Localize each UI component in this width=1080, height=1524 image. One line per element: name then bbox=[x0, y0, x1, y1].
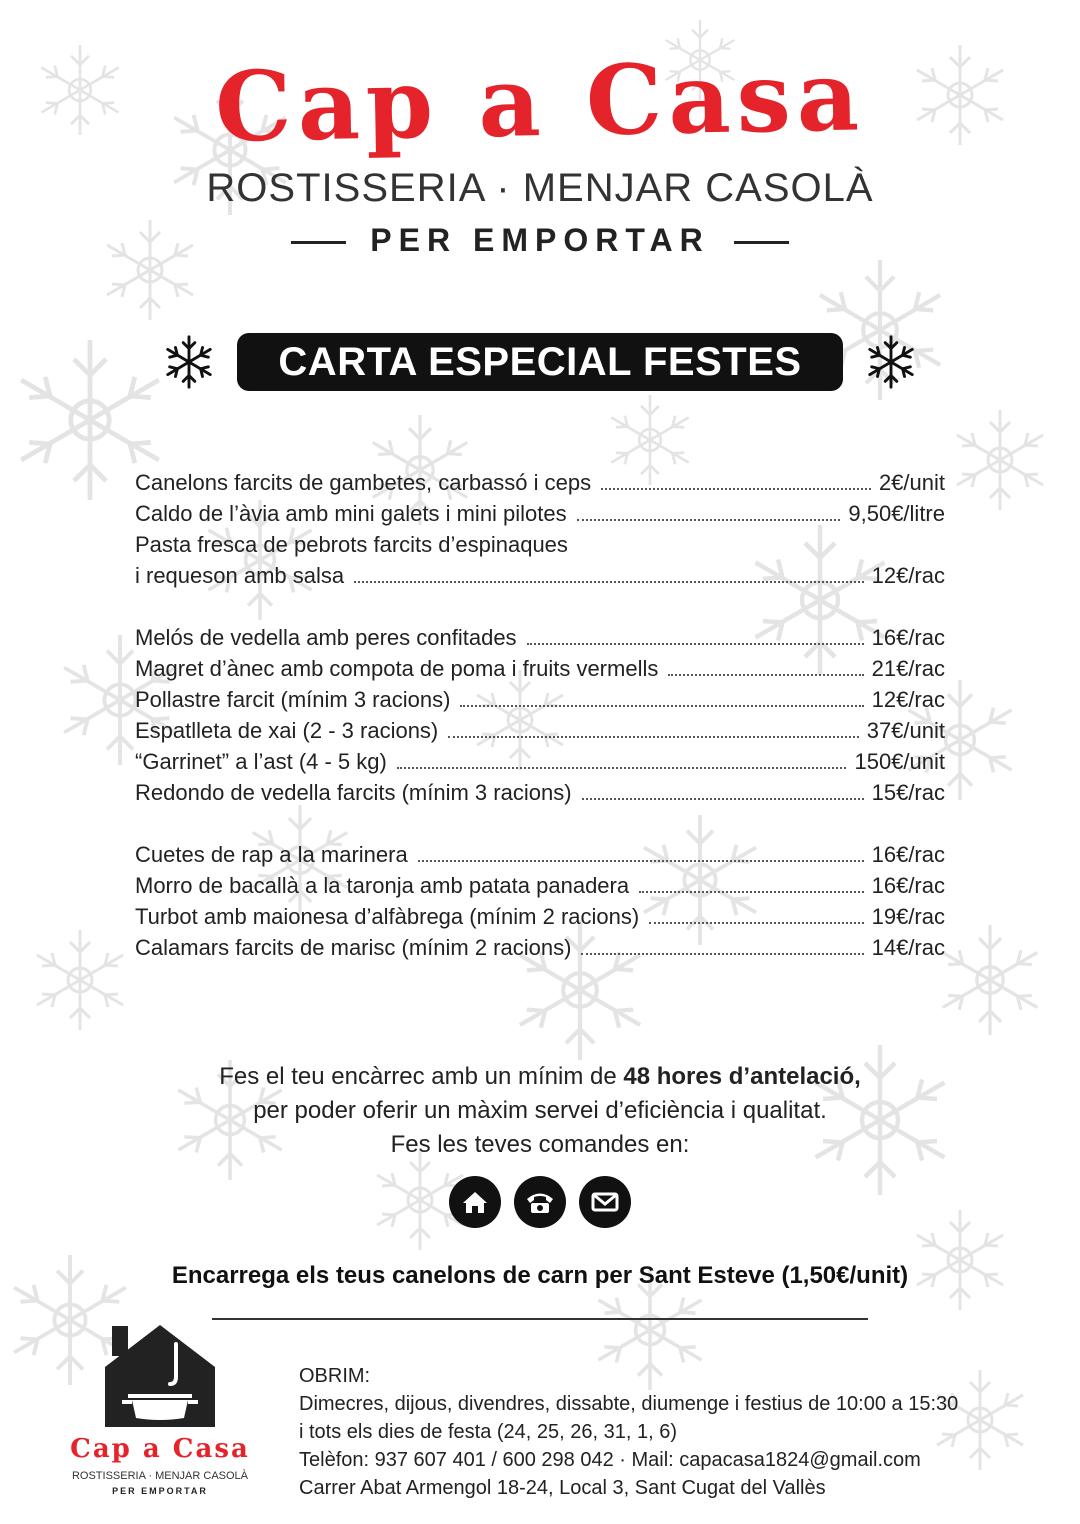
leader-dots bbox=[581, 952, 863, 955]
menu-item-price: 16€/rac bbox=[871, 625, 945, 650]
menu-item-price: 12€/rac bbox=[871, 563, 945, 588]
menu-item-name: Redondo de vedella farcits (mínim 3 racions) bbox=[135, 780, 572, 805]
menu-group bbox=[135, 625, 945, 811]
menu-item-price: 9,50€/litre bbox=[848, 501, 945, 526]
menu-item-price: 14€/rac bbox=[871, 935, 945, 960]
logo-subtitle: ROSTISSERIA · MENJAR CASOLÀ bbox=[71, 1470, 249, 1482]
menu-item bbox=[135, 501, 945, 532]
leader-dots bbox=[397, 766, 847, 769]
menu-item bbox=[135, 718, 945, 749]
brand-subtitle: ROSTISSERIA · MENJAR CASOLÀ bbox=[206, 166, 874, 210]
leader-dots bbox=[527, 642, 864, 645]
canelons-note: Encarrega els teus canelons de carn per Sant Esteve (1,50€/unit) bbox=[171, 1262, 909, 1289]
menu-item-name: Melós de vedella amb peres confitades bbox=[135, 625, 517, 650]
brand-title: Cap a Casa bbox=[214, 39, 866, 164]
leader-dots bbox=[577, 518, 841, 521]
menu-item bbox=[135, 625, 945, 656]
menu-item-price: 16€/rac bbox=[871, 842, 945, 867]
contact-icons bbox=[449, 1176, 631, 1228]
leader-dots bbox=[649, 921, 863, 924]
menu-item-name: Morro de bacallà a la taronja amb patata panadera bbox=[135, 873, 630, 898]
menu-item bbox=[135, 656, 945, 687]
leader-dots bbox=[601, 487, 871, 490]
info-label: OBRIM: bbox=[299, 1365, 371, 1387]
logo-name: Cap a Casa bbox=[70, 1434, 250, 1464]
menu-item-name: Caldo de l’àvia amb mini galets i mini pilotes bbox=[135, 501, 567, 526]
takeaway-line-left bbox=[291, 241, 346, 244]
menu-list bbox=[135, 470, 945, 997]
footer-logo bbox=[60, 1322, 260, 1502]
phone-icon[interactable] bbox=[514, 1176, 566, 1228]
snowflake-icon bbox=[862, 333, 920, 391]
leader-dots bbox=[448, 735, 858, 738]
menu-item bbox=[135, 470, 945, 501]
menu-item-name: Cuetes de rap a la marinera bbox=[135, 842, 408, 867]
menu-item-name: Pollastre farcit (mínim 3 racions) bbox=[135, 687, 451, 712]
menu-item-price: 15€/rac bbox=[871, 780, 945, 805]
menu-item-price: 16€/rac bbox=[871, 873, 945, 898]
menu-item bbox=[135, 749, 945, 780]
info-hours: Dimecres, dijous, divendres, dissabte, diumenge i festius de 10:00 a 15:30 bbox=[299, 1393, 959, 1415]
menu-item bbox=[135, 842, 945, 873]
special-menu-title: CARTA ESPECIAL FESTES bbox=[237, 333, 843, 391]
leader-dots bbox=[668, 673, 863, 676]
menu-item-name: Turbot amb maionesa d’alfàbrega (mínim 2 racions) bbox=[135, 904, 640, 929]
menu-item-price: 2€/unit bbox=[878, 470, 945, 495]
takeaway-line-right bbox=[734, 241, 789, 244]
opening-info bbox=[299, 1362, 1059, 1502]
menu-item-name: Calamars farcits de marisc (mínim 2 racions) bbox=[135, 935, 572, 960]
menu-item bbox=[135, 935, 945, 966]
leader-dots bbox=[582, 797, 864, 800]
brand-takeaway bbox=[0, 222, 1080, 259]
menu-item-price: 37€/unit bbox=[866, 718, 945, 743]
mail-icon[interactable] bbox=[579, 1176, 631, 1228]
menu-item bbox=[135, 563, 945, 594]
takeaway-label: PER EMPORTAR bbox=[370, 222, 710, 258]
menu-item-name: Pasta fresca de pebrots farcits d’espinaques bbox=[135, 532, 568, 557]
leader-dots bbox=[639, 890, 864, 893]
order-notice bbox=[0, 1060, 1080, 1162]
leader-dots bbox=[418, 859, 864, 862]
info-holidays: i tots els dies de festa (24, 25, 26, 31, 1, 6) bbox=[299, 1421, 677, 1443]
menu-item bbox=[135, 780, 945, 811]
menu-item-name: “Garrinet” a l’ast (4 - 5 kg) bbox=[135, 749, 387, 774]
logo-takeaway: PER EMPORTAR bbox=[112, 1486, 208, 1496]
menu-item-price: 19€/rac bbox=[871, 904, 945, 929]
menu-item-name: Espatlleta de xai (2 - 3 racions) bbox=[135, 718, 439, 743]
menu-item-name: Canelons farcits de gambetes, carbassó i ceps bbox=[135, 470, 592, 495]
menu-group bbox=[135, 842, 945, 966]
notice-line-3: Fes les teves comandes en: bbox=[390, 1131, 690, 1158]
menu-group bbox=[135, 470, 945, 594]
house-pot-icon bbox=[60, 1322, 260, 1432]
special-menu-header bbox=[160, 333, 920, 393]
notice-line-1: Fes el teu encàrrec amb un mínim de 48 hores d’antelació, bbox=[219, 1063, 861, 1090]
menu-item bbox=[135, 687, 945, 718]
divider bbox=[212, 1318, 868, 1320]
notice-line-2: per poder oferir un màxim servei d’eficiència i qualitat. bbox=[253, 1097, 827, 1124]
menu-item-price: 21€/rac bbox=[871, 656, 945, 681]
menu-item bbox=[135, 873, 945, 904]
leader-dots bbox=[460, 704, 863, 707]
menu-item bbox=[135, 904, 945, 935]
menu-item-price: 150€/unit bbox=[854, 749, 945, 774]
menu-item-name: Magret d’ànec amb compota de poma i fruits vermells bbox=[135, 656, 659, 681]
menu-item-price: 12€/rac bbox=[871, 687, 945, 712]
menu-item bbox=[135, 532, 945, 563]
snowflake-icon bbox=[160, 333, 218, 391]
home-icon[interactable] bbox=[449, 1176, 501, 1228]
info-contact: Telèfon: 937 607 401 / 600 298 042 · Mail: capacasa1824@gmail.com bbox=[299, 1449, 921, 1471]
info-address: Carrer Abat Armengol 18-24, Local 3, Sant Cugat del Vallès bbox=[299, 1477, 826, 1499]
notice-highlight: 48 hores d’antelació, bbox=[623, 1063, 861, 1090]
leader-dots bbox=[354, 580, 863, 583]
menu-item-name: i requeson amb salsa bbox=[135, 563, 345, 588]
